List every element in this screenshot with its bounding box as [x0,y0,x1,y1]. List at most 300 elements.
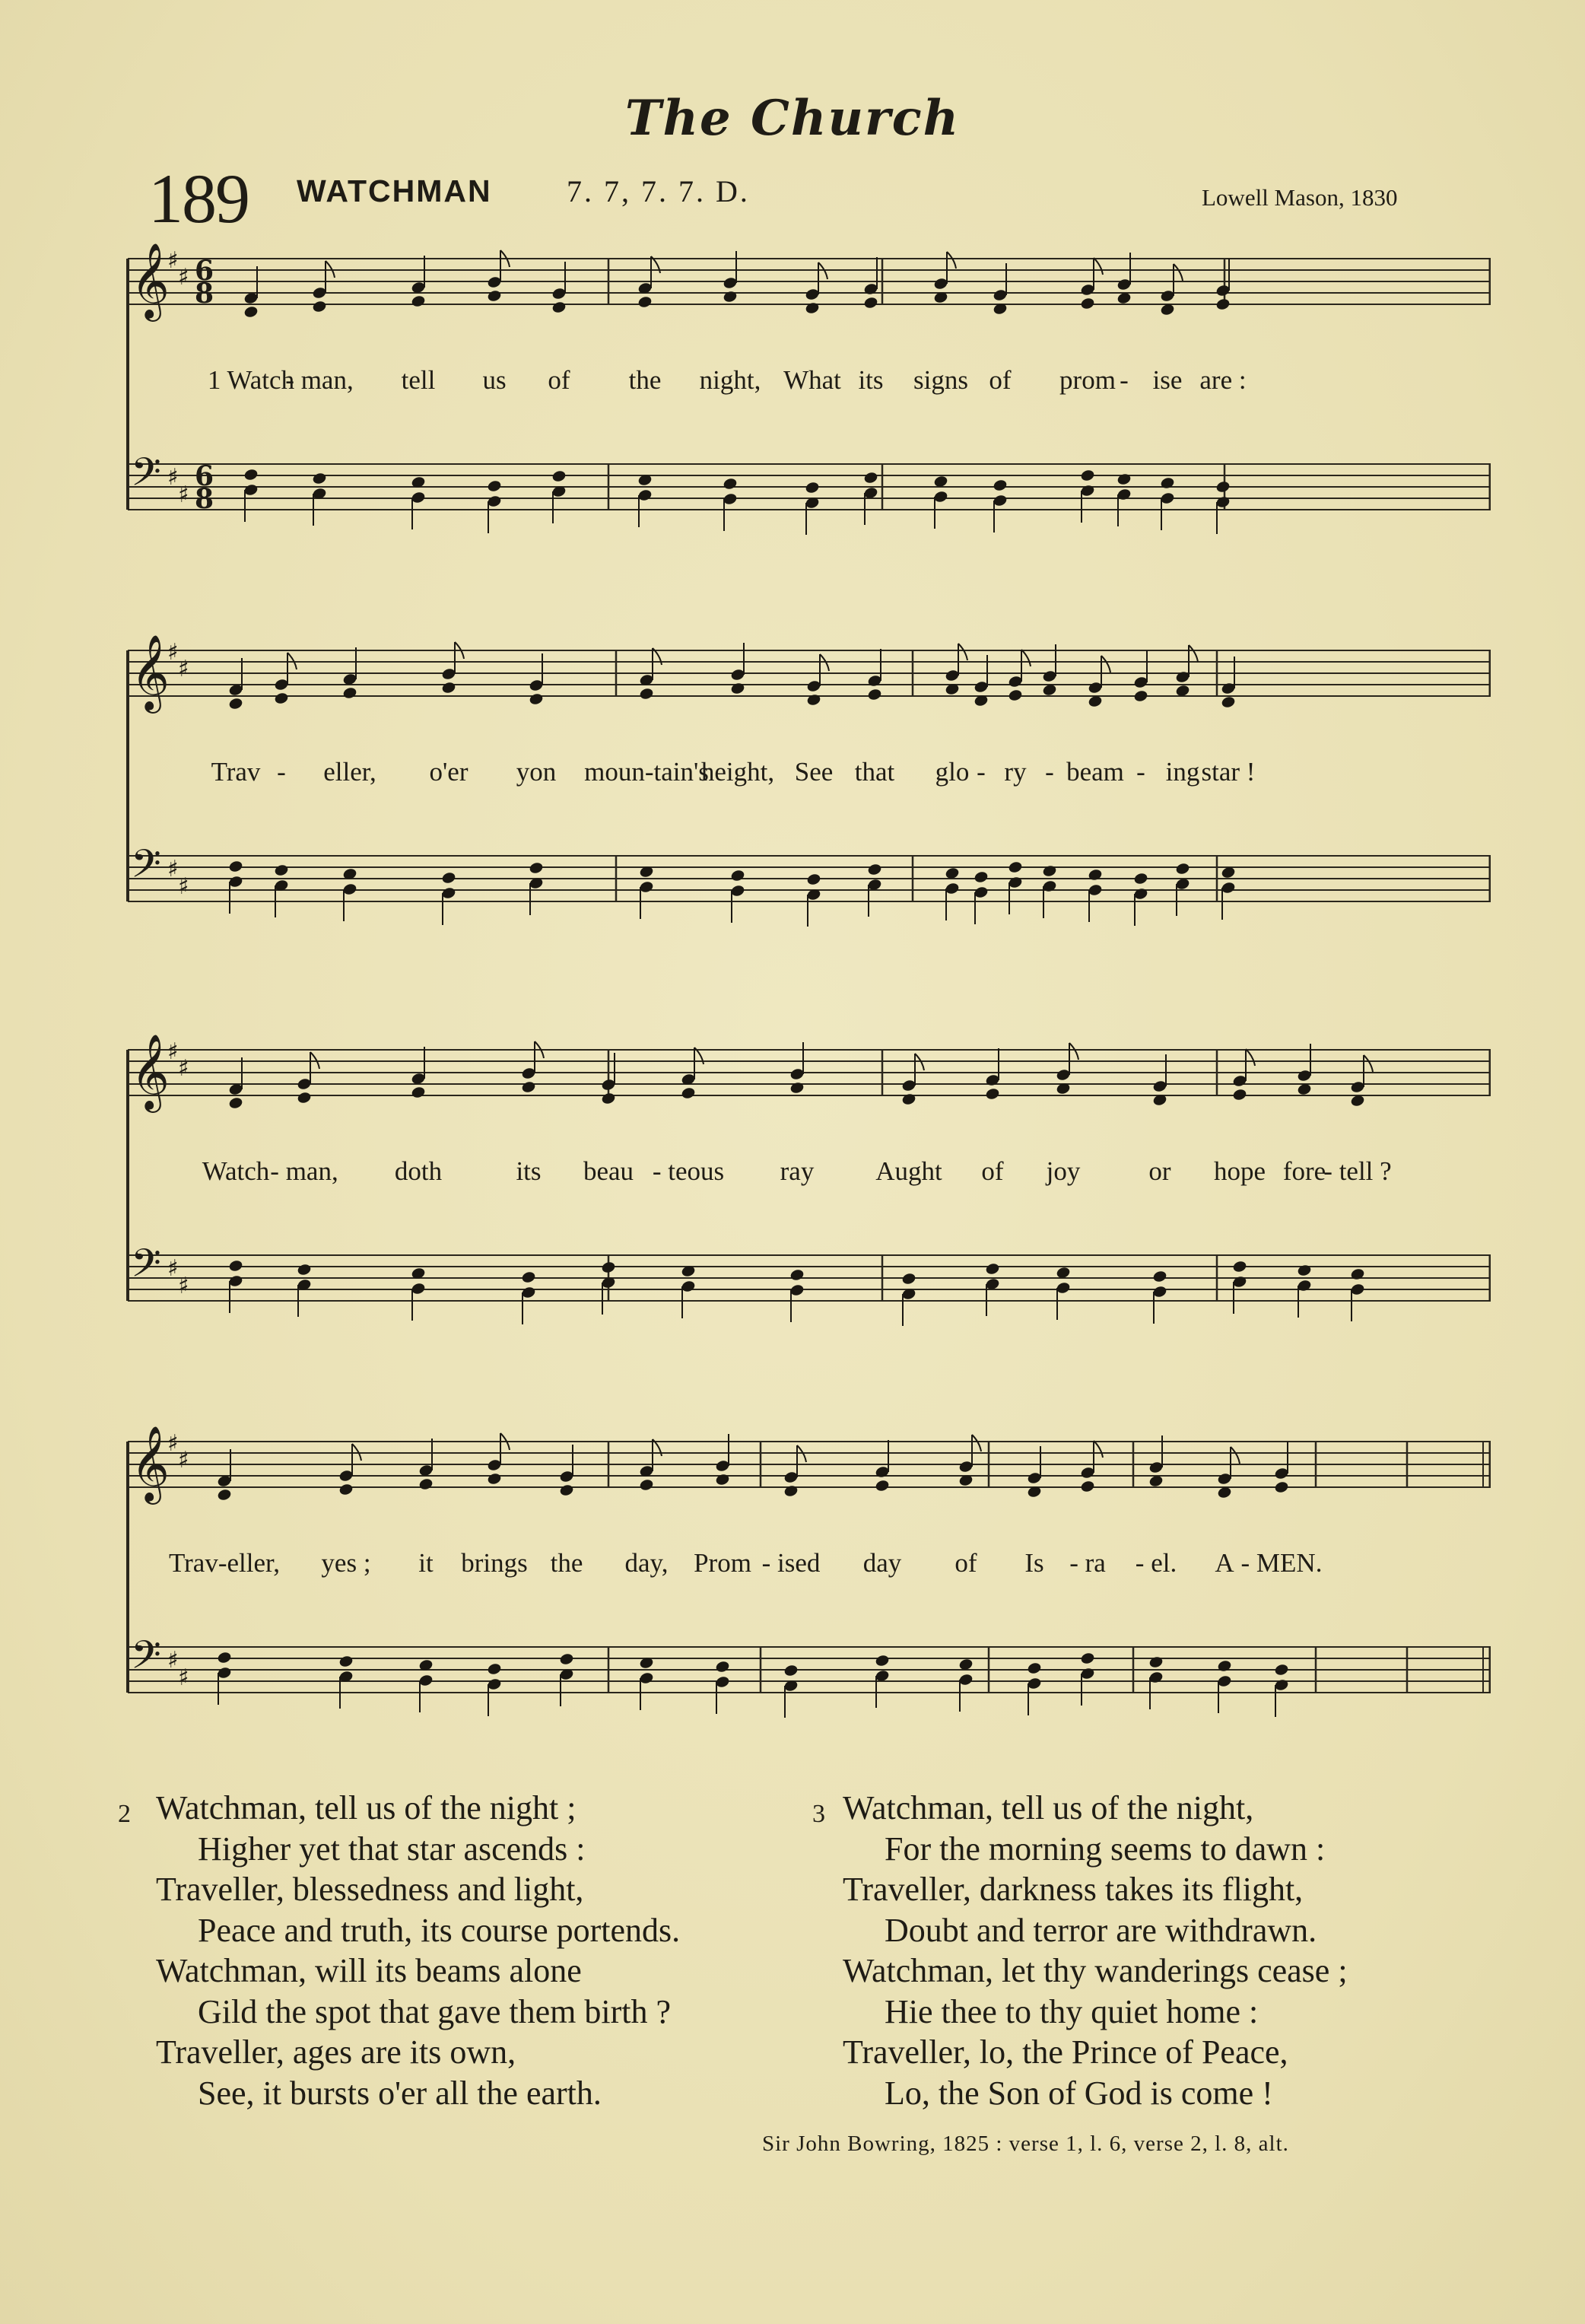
lyric-syllable: prom [1059,365,1116,395]
notehead [529,861,544,875]
notehead [723,477,738,491]
treble-note [1175,645,1198,698]
treble-note [1217,1447,1240,1499]
lyric-syllable: height, [700,757,775,787]
stanza-line: Lo, the Son of God is come ! [885,2074,1273,2112]
note-flag [1069,1043,1078,1060]
treble-note [933,252,956,304]
note-flag [947,252,956,269]
notehead [217,1488,232,1502]
bass-note [945,866,960,920]
lyric-syllable: What [783,365,841,395]
note-flag [972,1435,981,1451]
bass-note [1221,866,1236,920]
lyric-syllable: fore [1282,1156,1326,1186]
notehead [312,472,327,485]
note-flag [1094,258,1103,275]
bass-note [1175,862,1190,916]
stanza-line: Doubt and terror are withdrawn. [885,1911,1317,1949]
bass-note [1160,476,1175,530]
bass-note [637,473,653,527]
notehead [1175,862,1190,876]
bass-note [1080,469,1095,523]
bass-note [730,869,745,923]
bass-note [1056,1266,1071,1320]
notehead [1116,472,1132,486]
bass-note [418,1658,434,1712]
treble-note [637,256,660,309]
note-flag [1101,656,1110,672]
notehead [730,682,745,695]
treble-clef-icon: 𝄞 [131,634,170,711]
bass-note [529,861,544,915]
note-flag [1174,264,1183,281]
lyric-syllable: ise [1152,365,1183,395]
notehead [1221,695,1236,709]
treble-note [1088,656,1110,708]
lyric-syllable: its [858,365,884,395]
lyric-syllable: of [954,1548,977,1578]
stanza-number: 3 [812,1800,825,1828]
stanza-line: Traveller, darkness takes its flight, [843,1871,1304,1908]
treble-note [867,649,882,701]
treble-note [974,655,989,707]
notehead [789,1081,805,1095]
treble-note [1080,258,1103,310]
notehead [1008,688,1023,702]
sharp-icon: ♯ [178,1664,189,1691]
lyric-syllable: - [977,757,986,787]
notehead [1274,1480,1289,1494]
treble-note [1215,259,1231,311]
treble-note [1160,264,1183,316]
lyric-syllable: glo [935,757,970,787]
lyric-syllable: day [862,1548,902,1578]
notehead [487,1662,502,1676]
lyric-syllable: brings [461,1548,528,1578]
bass-note [551,469,567,523]
notehead [681,1086,696,1100]
notehead [418,1477,434,1491]
stanza-line: Gild the spot that gave them birth ? [198,1992,671,2030]
bass-note [601,1261,616,1315]
notehead [1274,1663,1289,1677]
stanza-line: See, it bursts o'er all the earth. [198,2074,602,2112]
notehead [1027,1661,1042,1675]
bass-note [681,1264,696,1318]
notehead [875,1654,890,1667]
lyric-syllable: Is [1024,1548,1044,1578]
notehead [217,1651,232,1664]
stanza-line: Watchman, tell us of the night, [843,1789,1254,1826]
bass-note [1042,864,1057,918]
bass-note [1027,1661,1042,1715]
stanza-line: Traveller, lo, the Prince of Peace, [843,2033,1288,2071]
notehead [1080,1652,1095,1665]
bass-note [342,867,357,921]
bass-note [1116,472,1132,526]
lyric-syllable: yes ; [321,1548,371,1578]
lyric-syllable: - tell ? [1323,1156,1392,1186]
notehead [1042,864,1057,878]
lyric-syllable: 1 Watch [207,365,295,395]
note-flag [958,644,967,660]
lyric-syllable: of [548,365,570,395]
lyric-syllable: joy [1046,1156,1081,1186]
lyric-syllable: doth [394,1156,443,1186]
text-attribution: Sir John Bowring, 1825 : verse 1, l. 6, verse 2, l. 8, alt. [762,2132,1289,2156]
notehead [338,1483,354,1496]
bass-note [715,1660,730,1714]
meter: 7. 7, 7. 7. D. [567,174,750,208]
bass-note [441,871,456,925]
bass-note [243,468,259,522]
notehead [338,1655,354,1668]
lyric-line [122,1548,1491,1586]
notehead [806,873,821,886]
bass-note [783,1664,799,1718]
notehead [274,691,289,705]
sharp-icon: ♯ [167,247,179,274]
bass-note [1274,1663,1289,1717]
lyric-syllable: night, [699,365,761,395]
stanza-2 [118,1788,680,2113]
notehead [1080,469,1095,482]
bass-note [1080,1652,1095,1706]
treble-note [1350,1055,1373,1108]
lyric-syllable: star ! [1201,757,1256,787]
notehead [1148,1655,1164,1669]
lyric-syllable: Prom [694,1548,751,1578]
lyric-syllable: are : [1199,365,1247,395]
treble-clef-icon: 𝄞 [131,1426,170,1502]
time-signature-top: 6 [195,255,214,287]
bass-note [487,479,502,533]
sharp-icon: ♯ [167,1255,179,1282]
sharp-icon: ♯ [178,656,189,682]
time-signature-bottom: 8 [195,278,214,310]
lyric-syllable: beau [583,1156,634,1186]
lyric-syllable: Watch [202,1156,270,1186]
lyric-syllable: A [1215,1548,1234,1578]
lyric-syllable: of [989,365,1012,395]
bass-note [217,1651,232,1705]
notehead [1232,1088,1247,1102]
bass-note [1152,1270,1167,1324]
music-system-4 [122,1419,1491,1723]
lyric-syllable: hope [1213,1156,1266,1186]
notehead [601,1261,616,1274]
stanza-number: 2 [118,1800,131,1828]
notehead [1160,476,1175,490]
notehead [867,688,882,701]
bass-note [1008,860,1023,914]
treble-clef-icon: 𝄞 [131,1034,170,1110]
notehead [243,468,259,482]
treble-note [338,1444,361,1496]
notehead [974,870,989,884]
music-system-1 [122,236,1491,540]
treble-staff [128,1034,1491,1113]
stanza-line: Watchman, will its beams alone [156,1952,582,1989]
treble-staff [128,1426,1491,1505]
notehead [805,481,820,494]
stanza-line: Traveller, blessedness and light, [156,1871,584,1908]
treble-note [1133,650,1148,703]
bass-note [806,873,821,927]
sharp-icon: ♯ [178,1447,189,1474]
bass-note [487,1662,502,1716]
note-flag [1364,1055,1373,1072]
notehead [342,686,357,700]
treble-note [639,648,662,701]
notehead [1232,1260,1247,1273]
note-flag [1246,1049,1255,1066]
bass-clef-icon: 𝄢 [131,449,161,504]
notehead [863,296,878,310]
lyric-syllable: ray [780,1156,815,1186]
notehead [297,1263,312,1276]
notehead [487,289,502,303]
treble-note [993,263,1008,316]
treble-note [1232,1049,1255,1102]
notehead [639,687,654,701]
running-head: The Church [624,90,961,147]
treble-note [1148,1435,1164,1488]
bass-note [974,870,989,924]
sharp-icon: ♯ [178,1273,189,1299]
bass-note [933,475,948,529]
treble-note [1042,644,1057,697]
lyric-syllable: Trav [211,757,261,787]
lyric-syllable: o'er [429,757,469,787]
bass-clef-icon: 𝄢 [131,1240,161,1296]
treble-note [1221,657,1236,709]
bass-note [1133,872,1148,926]
notehead [1133,872,1148,885]
treble-note [1008,650,1031,702]
notehead [441,681,456,695]
lyric-syllable: - man, [270,1156,338,1186]
notehead [228,1096,243,1110]
treble-clef-icon: 𝄞 [131,243,170,319]
note-flag [1094,1441,1103,1458]
notehead [274,863,289,877]
lyric-syllable: yon [516,757,557,787]
notehead [901,1092,916,1106]
notehead [487,479,502,493]
lyric-syllable: its [516,1156,542,1186]
lyric-syllable: - [1120,365,1129,395]
lyric-line [122,757,1491,795]
bass-note [1350,1267,1365,1321]
treble-note [312,261,335,313]
lyric-syllable: eller, [323,757,376,787]
bass-note [639,1656,654,1710]
notehead [867,863,882,876]
lyric-line [122,1156,1491,1194]
notehead [901,1272,916,1286]
lyric-syllable: ry [1004,757,1027,787]
treble-note [1116,253,1132,305]
sharp-icon: ♯ [167,1038,179,1065]
notehead [715,1473,730,1486]
treble-note [1274,1442,1289,1494]
treble-note [875,1440,890,1493]
treble-note [1152,1054,1167,1107]
lyric-syllable: Trav-eller, [168,1548,281,1578]
lyric-syllable: See [794,757,834,787]
stanza-line: Traveller, ages are its own, [156,2033,516,2071]
lyric-line [122,365,1491,403]
lyric-syllable: - [1136,757,1145,787]
bass-note [411,475,426,529]
notehead [521,1270,536,1284]
lyric-syllable: - MEN. [1240,1548,1323,1578]
stanza-3 [812,1788,1348,2113]
treble-note [639,1439,662,1492]
notehead [228,1259,243,1273]
bass-note [1148,1655,1164,1709]
notehead [875,1479,890,1493]
sharp-icon: ♯ [167,1430,179,1457]
sharp-icon: ♯ [178,264,189,291]
notehead [715,1660,730,1674]
bass-clef-icon: 𝄢 [131,841,161,896]
lyric-syllable: or [1148,1156,1171,1186]
treble-note [1027,1446,1042,1499]
notehead [1215,297,1231,311]
lyric-syllable: tell [401,365,436,395]
notehead [1008,860,1023,874]
note-flag [1231,1447,1240,1464]
notehead [521,1080,536,1094]
composer: Lowell Mason, 1830 [1202,184,1398,211]
stanza-line: For the morning seems to dawn : [885,1830,1326,1868]
bass-note [1217,1659,1232,1713]
notehead [1080,297,1095,310]
bass-note [805,481,820,535]
sharp-icon: ♯ [167,639,179,666]
notehead [789,1268,805,1282]
notehead [411,1086,426,1099]
lyric-syllable: - [1045,757,1054,787]
notehead [551,469,567,483]
notehead [863,471,878,485]
notehead [487,1472,502,1486]
lyric-syllable: that [854,757,895,787]
time-signature-bottom: 8 [195,483,214,515]
note-flag [1021,650,1031,666]
stanza-line: Peace and truth, its course portends. [198,1911,681,1949]
music-system-3 [122,1027,1491,1331]
notehead [993,478,1008,492]
lyric-syllable: us [482,365,507,395]
notehead [1088,868,1103,882]
bass-note [411,1267,426,1321]
bass-note [228,1259,243,1313]
hymn-number: 189 [148,160,249,237]
notehead [411,294,426,308]
treble-note [1297,1044,1312,1096]
lyric-syllable: signs [913,365,968,395]
music-system-2 [122,628,1491,932]
notehead [441,871,456,885]
bass-staff [128,1240,1491,1301]
stanza-line: Higher yet that star ascends : [198,1830,586,1868]
treble-note [297,1052,319,1105]
lyric-syllable: Aught [875,1156,942,1186]
lyric-syllable: day, [624,1548,669,1578]
sharp-icon: ♯ [167,464,179,491]
notehead [243,305,259,319]
treble-note [958,1435,981,1487]
notehead [1133,689,1148,703]
sharp-icon: ♯ [178,873,189,900]
bass-note [1215,480,1231,534]
bass-note [228,860,243,914]
notehead [601,1092,616,1105]
treble-note [985,1048,1000,1101]
notehead [637,295,653,309]
lyric-syllable: beam [1066,757,1124,787]
notehead [551,300,567,314]
notehead [985,1087,1000,1101]
lyric-syllable: moun-tain's [584,757,709,787]
notehead [1350,1267,1365,1281]
lyric-syllable: - [277,757,286,787]
notehead [559,1483,574,1497]
notehead [529,692,544,706]
time-signature-top: 6 [195,460,214,492]
notehead [1215,480,1231,494]
notehead [985,1262,1000,1276]
sharp-icon: ♯ [167,856,179,882]
notehead [783,1484,799,1498]
stanza-line: Watchman, let thy wanderings cease ; [843,1952,1348,1989]
bass-note [1297,1264,1312,1318]
bass-note [559,1652,574,1706]
lyric-syllable: the [628,365,662,395]
lyric-syllable: - teous [652,1156,725,1186]
bass-note [1232,1260,1247,1314]
notehead [228,860,243,873]
bass-note [1088,868,1103,922]
lyric-syllable: ing [1165,757,1200,787]
notehead [783,1664,799,1677]
bass-note [521,1270,536,1324]
lyric-syllable: of [981,1156,1004,1186]
bass-note [993,478,1008,533]
lyric-syllable: it [418,1548,434,1578]
notehead [639,1478,654,1492]
notehead [312,300,327,313]
bass-note [789,1268,805,1322]
bass-note [901,1272,916,1326]
notehead [1217,1659,1232,1673]
notehead [559,1652,574,1666]
notehead [1080,1480,1095,1493]
lyric-syllable: - el. [1135,1548,1177,1578]
lyric-syllable: - ised [761,1548,821,1578]
treble-note [1056,1043,1078,1095]
treble-note [1080,1441,1103,1493]
tune-name: WATCHMAN [297,173,492,208]
notehead [806,693,821,707]
treble-note [863,257,878,310]
stanza-line: Hie thee to thy quiet home : [885,1992,1259,2030]
notehead [228,697,243,711]
